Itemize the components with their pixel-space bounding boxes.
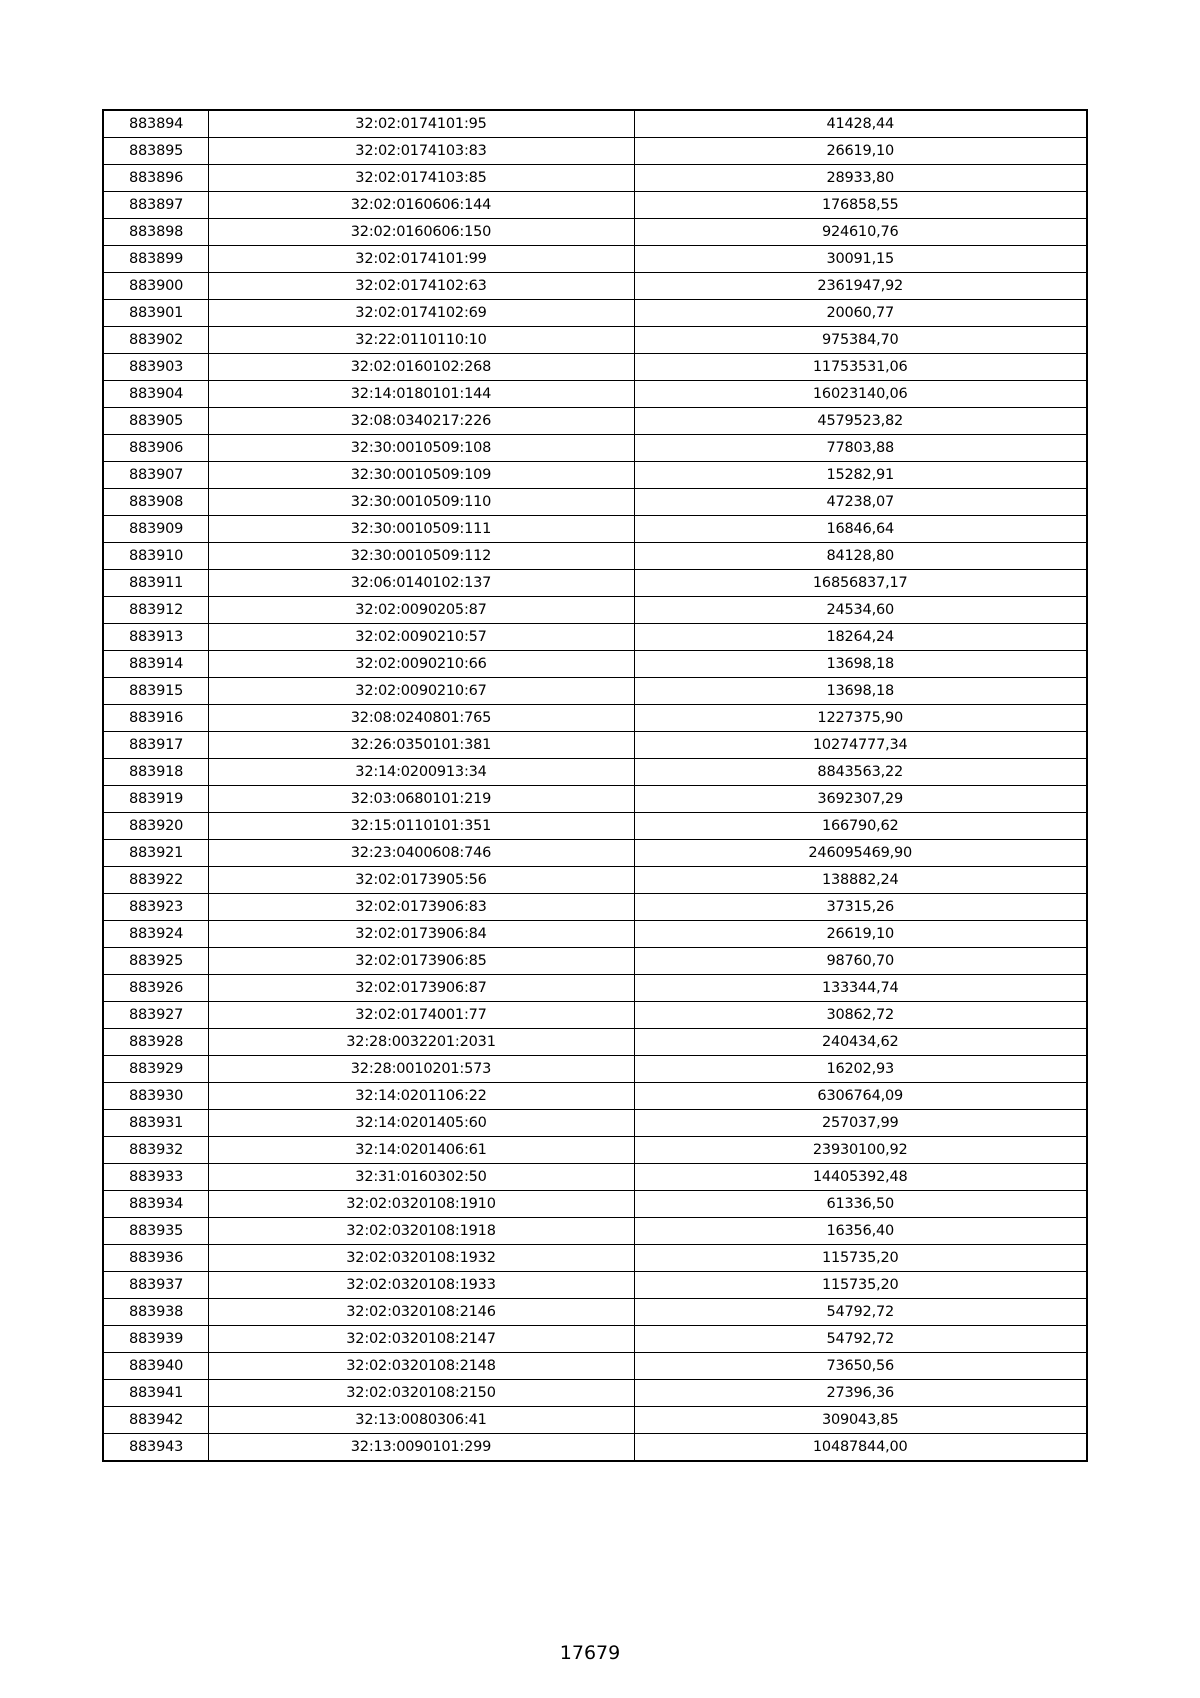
table-row xyxy=(103,219,1087,246)
table-row xyxy=(103,1164,1087,1191)
row-id-cell: 883903 xyxy=(103,354,208,381)
table-row xyxy=(103,975,1087,1002)
table-row xyxy=(103,246,1087,273)
value-cell: 8843563,22 xyxy=(634,759,1087,786)
page-number: 17679 xyxy=(559,1642,621,1664)
table-row xyxy=(103,948,1087,975)
table-row xyxy=(103,786,1087,813)
table-row xyxy=(103,1137,1087,1164)
cadastral-number-cell: 32:13:0080306:41 xyxy=(208,1407,634,1434)
value-cell: 16202,93 xyxy=(634,1056,1087,1083)
table-row xyxy=(103,1029,1087,1056)
row-id-cell: 883909 xyxy=(103,516,208,543)
cadastral-number-cell: 32:02:0320108:1932 xyxy=(208,1245,634,1272)
row-id-cell: 883902 xyxy=(103,327,208,354)
table-row xyxy=(103,570,1087,597)
cadastral-number-cell: 32:14:0201406:61 xyxy=(208,1137,634,1164)
row-id-cell: 883898 xyxy=(103,219,208,246)
table-row xyxy=(103,867,1087,894)
cadastral-number-cell: 32:28:0010201:573 xyxy=(208,1056,634,1083)
row-id-cell: 883943 xyxy=(103,1434,208,1462)
table-row xyxy=(103,327,1087,354)
table-row xyxy=(103,381,1087,408)
cadastral-number-cell: 32:28:0032201:2031 xyxy=(208,1029,634,1056)
table-row xyxy=(103,110,1087,138)
cadastral-number-cell: 32:02:0173906:84 xyxy=(208,921,634,948)
value-cell: 16356,40 xyxy=(634,1218,1087,1245)
value-cell: 15282,91 xyxy=(634,462,1087,489)
table-row xyxy=(103,813,1087,840)
row-id-cell: 883900 xyxy=(103,273,208,300)
value-cell: 10487844,00 xyxy=(634,1434,1087,1462)
cadastral-number-cell: 32:14:0180101:144 xyxy=(208,381,634,408)
table-row xyxy=(103,1083,1087,1110)
value-cell: 28933,80 xyxy=(634,165,1087,192)
cadastral-number-cell: 32:15:0110101:351 xyxy=(208,813,634,840)
value-cell: 24534,60 xyxy=(634,597,1087,624)
row-id-cell: 883919 xyxy=(103,786,208,813)
row-id-cell: 883914 xyxy=(103,651,208,678)
table-row xyxy=(103,1299,1087,1326)
cadastral-number-cell: 32:02:0320108:1933 xyxy=(208,1272,634,1299)
value-cell: 166790,62 xyxy=(634,813,1087,840)
value-cell: 61336,50 xyxy=(634,1191,1087,1218)
value-cell: 138882,24 xyxy=(634,867,1087,894)
row-id-cell: 883906 xyxy=(103,435,208,462)
row-id-cell: 883934 xyxy=(103,1191,208,1218)
table-row xyxy=(103,705,1087,732)
row-id-cell: 883916 xyxy=(103,705,208,732)
table-row xyxy=(103,462,1087,489)
cadastral-number-cell: 32:02:0173905:56 xyxy=(208,867,634,894)
row-id-cell: 883924 xyxy=(103,921,208,948)
row-id-cell: 883931 xyxy=(103,1110,208,1137)
table-row xyxy=(103,894,1087,921)
cadastral-number-cell: 32:02:0173906:87 xyxy=(208,975,634,1002)
cadastral-number-cell: 32:30:0010509:109 xyxy=(208,462,634,489)
value-cell: 1227375,90 xyxy=(634,705,1087,732)
value-cell: 73650,56 xyxy=(634,1353,1087,1380)
value-cell: 47238,07 xyxy=(634,489,1087,516)
row-id-cell: 883918 xyxy=(103,759,208,786)
value-cell: 23930100,92 xyxy=(634,1137,1087,1164)
row-id-cell: 883925 xyxy=(103,948,208,975)
cadastral-number-cell: 32:23:0400608:746 xyxy=(208,840,634,867)
row-id-cell: 883917 xyxy=(103,732,208,759)
cadastral-number-cell: 32:02:0174102:63 xyxy=(208,273,634,300)
value-cell: 240434,62 xyxy=(634,1029,1087,1056)
cadastral-number-cell: 32:13:0090101:299 xyxy=(208,1434,634,1462)
value-cell: 16856837,17 xyxy=(634,570,1087,597)
table-row xyxy=(103,516,1087,543)
cadastral-number-cell: 32:06:0140102:137 xyxy=(208,570,634,597)
row-id-cell: 883894 xyxy=(103,110,208,138)
value-cell: 37315,26 xyxy=(634,894,1087,921)
row-id-cell: 883922 xyxy=(103,867,208,894)
value-cell: 6306764,09 xyxy=(634,1083,1087,1110)
table-row xyxy=(103,732,1087,759)
cadastral-number-cell: 32:31:0160302:50 xyxy=(208,1164,634,1191)
table-row xyxy=(103,1326,1087,1353)
row-id-cell: 883913 xyxy=(103,624,208,651)
row-id-cell: 883896 xyxy=(103,165,208,192)
table-row xyxy=(103,1110,1087,1137)
row-id-cell: 883942 xyxy=(103,1407,208,1434)
row-id-cell: 883926 xyxy=(103,975,208,1002)
table-row xyxy=(103,165,1087,192)
value-cell: 115735,20 xyxy=(634,1272,1087,1299)
table-row xyxy=(103,1245,1087,1272)
cadastral-number-cell: 32:02:0174001:77 xyxy=(208,1002,634,1029)
cadastral-number-cell: 32:30:0010509:110 xyxy=(208,489,634,516)
cadastral-number-cell: 32:30:0010509:112 xyxy=(208,543,634,570)
row-id-cell: 883912 xyxy=(103,597,208,624)
table-row xyxy=(103,192,1087,219)
cadastral-number-cell: 32:02:0173906:85 xyxy=(208,948,634,975)
value-cell: 13698,18 xyxy=(634,651,1087,678)
cadastral-number-cell: 32:02:0090210:57 xyxy=(208,624,634,651)
value-cell: 26619,10 xyxy=(634,138,1087,165)
table-row xyxy=(103,273,1087,300)
cadastral-number-cell: 32:02:0320108:2150 xyxy=(208,1380,634,1407)
value-cell: 77803,88 xyxy=(634,435,1087,462)
table-row xyxy=(103,138,1087,165)
value-cell: 2361947,92 xyxy=(634,273,1087,300)
table-body xyxy=(103,110,1087,1461)
cadastral-number-cell: 32:14:0200913:34 xyxy=(208,759,634,786)
cadastral-number-cell: 32:02:0160606:144 xyxy=(208,192,634,219)
row-id-cell: 883899 xyxy=(103,246,208,273)
cadastral-number-cell: 32:02:0160102:268 xyxy=(208,354,634,381)
value-cell: 54792,72 xyxy=(634,1299,1087,1326)
table-row xyxy=(103,759,1087,786)
table-row xyxy=(103,408,1087,435)
row-id-cell: 883911 xyxy=(103,570,208,597)
row-id-cell: 883908 xyxy=(103,489,208,516)
row-id-cell: 883941 xyxy=(103,1380,208,1407)
row-id-cell: 883932 xyxy=(103,1137,208,1164)
table-row xyxy=(103,921,1087,948)
value-cell: 18264,24 xyxy=(634,624,1087,651)
table-row xyxy=(103,354,1087,381)
value-cell: 975384,70 xyxy=(634,327,1087,354)
row-id-cell: 883910 xyxy=(103,543,208,570)
row-id-cell: 883929 xyxy=(103,1056,208,1083)
row-id-cell: 883937 xyxy=(103,1272,208,1299)
table-row xyxy=(103,597,1087,624)
cadastral-number-cell: 32:14:0201106:22 xyxy=(208,1083,634,1110)
value-cell: 26619,10 xyxy=(634,921,1087,948)
table-row xyxy=(103,1353,1087,1380)
value-cell: 924610,76 xyxy=(634,219,1087,246)
cadastral-number-cell: 32:02:0174103:83 xyxy=(208,138,634,165)
table-row xyxy=(103,1380,1087,1407)
table-row xyxy=(103,840,1087,867)
cadastral-number-cell: 32:02:0320108:1910 xyxy=(208,1191,634,1218)
value-cell: 10274777,34 xyxy=(634,732,1087,759)
cadastral-number-cell: 32:02:0160606:150 xyxy=(208,219,634,246)
table-row xyxy=(103,651,1087,678)
table-row xyxy=(103,489,1087,516)
table-row xyxy=(103,1191,1087,1218)
value-cell: 257037,99 xyxy=(634,1110,1087,1137)
row-id-cell: 883915 xyxy=(103,678,208,705)
cadastral-number-cell: 32:02:0320108:1918 xyxy=(208,1218,634,1245)
value-cell: 20060,77 xyxy=(634,300,1087,327)
table-row xyxy=(103,1434,1087,1462)
table-row xyxy=(103,1056,1087,1083)
value-cell: 30091,15 xyxy=(634,246,1087,273)
row-id-cell: 883936 xyxy=(103,1245,208,1272)
cadastral-number-cell: 32:02:0320108:2146 xyxy=(208,1299,634,1326)
row-id-cell: 883920 xyxy=(103,813,208,840)
cadastral-number-cell: 32:03:0680101:219 xyxy=(208,786,634,813)
row-id-cell: 883938 xyxy=(103,1299,208,1326)
row-id-cell: 883901 xyxy=(103,300,208,327)
cadastral-number-cell: 32:02:0174103:85 xyxy=(208,165,634,192)
table-row xyxy=(103,300,1087,327)
table-row xyxy=(103,435,1087,462)
row-id-cell: 883928 xyxy=(103,1029,208,1056)
table-row xyxy=(103,1272,1087,1299)
table-row xyxy=(103,1407,1087,1434)
value-cell: 27396,36 xyxy=(634,1380,1087,1407)
cadastral-number-cell: 32:02:0174102:69 xyxy=(208,300,634,327)
value-cell: 14405392,48 xyxy=(634,1164,1087,1191)
value-cell: 98760,70 xyxy=(634,948,1087,975)
row-id-cell: 883904 xyxy=(103,381,208,408)
row-id-cell: 883897 xyxy=(103,192,208,219)
row-id-cell: 883930 xyxy=(103,1083,208,1110)
cadastral-number-cell: 32:14:0201405:60 xyxy=(208,1110,634,1137)
cadastral-number-cell: 32:26:0350101:381 xyxy=(208,732,634,759)
table-row xyxy=(103,1002,1087,1029)
value-cell: 309043,85 xyxy=(634,1407,1087,1434)
value-cell: 16023140,06 xyxy=(634,381,1087,408)
cadastral-number-cell: 32:08:0240801:765 xyxy=(208,705,634,732)
table-row xyxy=(103,543,1087,570)
value-cell: 84128,80 xyxy=(634,543,1087,570)
cadastral-number-cell: 32:22:0110110:10 xyxy=(208,327,634,354)
cadastral-number-cell: 32:02:0090210:66 xyxy=(208,651,634,678)
value-cell: 54792,72 xyxy=(634,1326,1087,1353)
value-cell: 13698,18 xyxy=(634,678,1087,705)
row-id-cell: 883935 xyxy=(103,1218,208,1245)
value-cell: 41428,44 xyxy=(634,110,1087,138)
value-cell: 30862,72 xyxy=(634,1002,1087,1029)
cadastral-number-cell: 32:02:0173906:83 xyxy=(208,894,634,921)
value-cell: 246095469,90 xyxy=(634,840,1087,867)
cadastral-number-cell: 32:02:0090210:67 xyxy=(208,678,634,705)
cadastral-number-cell: 32:30:0010509:111 xyxy=(208,516,634,543)
cadastral-number-cell: 32:02:0320108:2148 xyxy=(208,1353,634,1380)
row-id-cell: 883939 xyxy=(103,1326,208,1353)
value-cell: 3692307,29 xyxy=(634,786,1087,813)
row-id-cell: 883933 xyxy=(103,1164,208,1191)
value-cell: 133344,74 xyxy=(634,975,1087,1002)
row-id-cell: 883927 xyxy=(103,1002,208,1029)
table-row xyxy=(103,624,1087,651)
row-id-cell: 883940 xyxy=(103,1353,208,1380)
cadastral-number-cell: 32:02:0174101:99 xyxy=(208,246,634,273)
value-cell: 11753531,06 xyxy=(634,354,1087,381)
value-cell: 16846,64 xyxy=(634,516,1087,543)
cadastral-number-cell: 32:02:0320108:2147 xyxy=(208,1326,634,1353)
cadastral-number-cell: 32:30:0010509:108 xyxy=(208,435,634,462)
value-cell: 176858,55 xyxy=(634,192,1087,219)
row-id-cell: 883905 xyxy=(103,408,208,435)
row-id-cell: 883923 xyxy=(103,894,208,921)
row-id-cell: 883921 xyxy=(103,840,208,867)
value-cell: 4579523,82 xyxy=(634,408,1087,435)
cadastral-number-cell: 32:08:0340217:226 xyxy=(208,408,634,435)
cadastral-number-cell: 32:02:0174101:95 xyxy=(208,110,634,138)
value-cell: 115735,20 xyxy=(634,1245,1087,1272)
table-row xyxy=(103,678,1087,705)
cadastral-number-cell: 32:02:0090205:87 xyxy=(208,597,634,624)
row-id-cell: 883895 xyxy=(103,138,208,165)
table-row xyxy=(103,1218,1087,1245)
data-table xyxy=(102,109,1088,1462)
row-id-cell: 883907 xyxy=(103,462,208,489)
